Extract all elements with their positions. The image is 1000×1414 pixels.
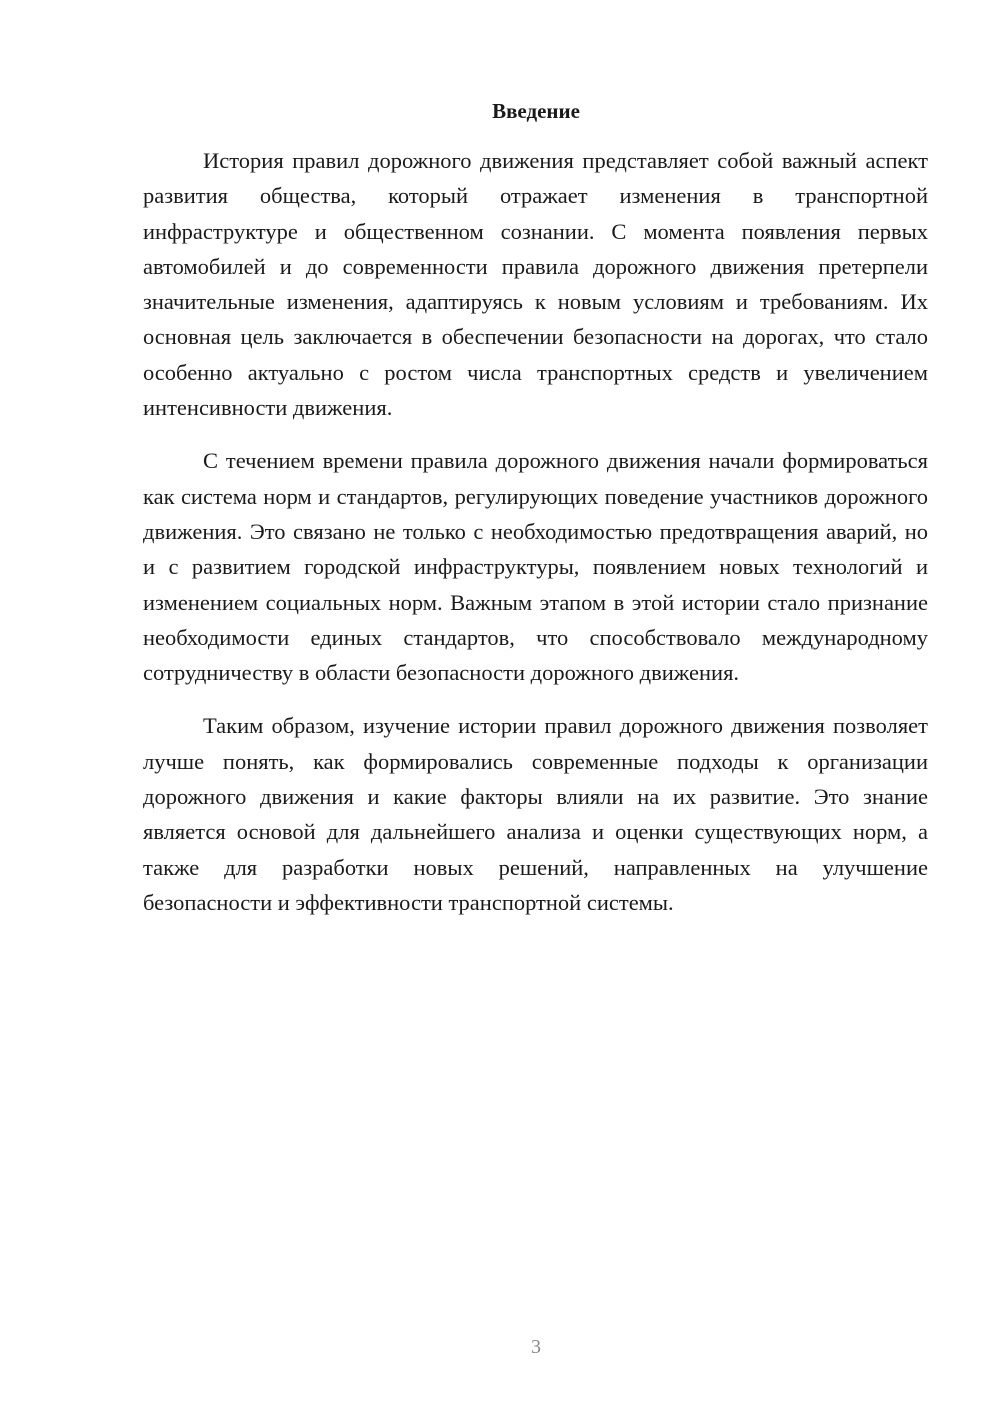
paragraph-3: Таким образом, изучение истории правил дорожного движения позволяет лучше понять, как формировались современные подходы к организации дорожного движения и какие факторы влияли на их развитие. Это знание является основой для дальнейшего анализа и оценки существующих норм, а также для разработки новых решений, направленных на улучшение безопасности и эффективности транспортной системы.	[143, 713, 928, 915]
paragraph-1: История правил дорожного движения представляет собой важный аспект развития общества, который отражает изменения в транспортной инфраструктуре и общественном сознании. С момента появления первых автомобилей и до современности правила дорожного движения претерпели значительные изменения, адаптируясь к новым условиям и требованиям. Их основная цель заключается в обеспечении безопасности на дорогах, что стало особенно актуально с ростом числа транспортных средств и увеличением интенсивности движения.	[143, 148, 928, 421]
page-number: 3	[531, 1336, 541, 1358]
section-heading: Введение	[492, 99, 580, 123]
paragraph-2: С течением времени правила дорожного движения начали формироваться как система норм и стандартов, регулирующих поведение участников дорожного движения. Это связано не только с необходимостью предотвращения аварий, но и с развитием городской инфраструктуры, появлением новых технологий и изменением социальных норм. Важным этапом в этой истории стало признание необходимости единых стандартов, что способствовало международному сотрудничеству в области безопасности дорожного движения.	[143, 448, 928, 686]
body-text	[143, 143, 928, 920]
